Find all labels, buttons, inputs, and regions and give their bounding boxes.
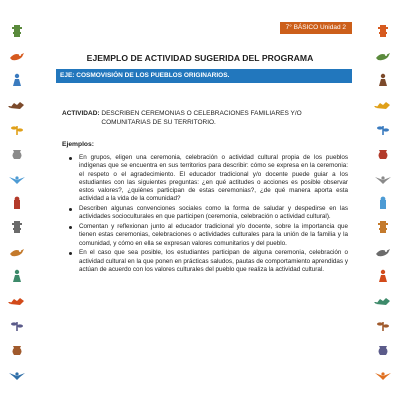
example-item: Describen algunas convenciones sociales como la forma de saludar y despedirse en las actividades socioculturales en que participen (ceremonia, celebración o actividad cultural). [68,205,348,222]
document-title: EJEMPLO DE ACTIVIDAD SUGERIDA DEL PROGRAMA [86,53,314,63]
right-icon-border [374,24,392,392]
example-item: En el caso que sea posible, los estudiantes participan de alguna ceremonia, celebración o actividad cultural en la que ponen en prácticas saludos, pautas de comportamiento aprendidas y actúan de acuerdo con los valores culturales del pueblo que realiza la actividad cultural. [68,249,348,274]
eagle-icon [374,367,392,381]
totem-icon [8,220,26,234]
chemamull-icon [8,196,26,210]
left-icon-border [8,24,26,392]
plant-icon [374,122,392,136]
vessel-icon [8,343,26,357]
vessel-icon [374,343,392,357]
bird-icon [374,245,392,259]
vessel-icon [8,147,26,161]
activity-label: ACTIVIDAD: [62,110,100,117]
example-item: En grupos, eligen una ceremonia, celebración o actividad cultural propia de los pueblos indígenas que se encuentra en sus territorios para describir: cómo se expresa en la ceremonia: el respeto o el agradecimiento. El educador tradicional y/o docente puede guiar a los estudiantes con las siguientes preguntas: ¿en qué actitudes o acciones es posible observar estos valores?, ¿quiénes participan de estas ceremonias?, ¿de qué manera aporta esta actividad a la vida de la comunidad? [68,154,348,204]
grade-unit-badge: 7° BÁSICO Unidad 2 [280,22,352,34]
fox-icon [374,98,392,112]
eagle-icon [8,171,26,185]
example-item: Comentan y reflexionan junto al educador tradicional y/o docente, sobre la importancia que tienen estas ceremonias, celebraciones o actividades culturales para la unión de la familia y la comunidad, y cómo en ella se expresan valores comunitarios y del pueblo. [68,223,348,248]
totem-icon [374,220,392,234]
examples-heading: Ejemplos: [62,141,94,148]
person-icon [374,73,392,87]
person-icon [8,73,26,87]
bird-icon [8,245,26,259]
activity-text: DESCRIBEN CEREMONIAS O CELEBRACIONES FAMILIARES Y/O COMUNITARIAS DE SU TERRITORIO. [101,110,302,126]
plant-icon [374,318,392,332]
totem-icon [374,24,392,38]
fox-icon [374,294,392,308]
activity-block [62,110,344,127]
chemamull-icon [374,196,392,210]
plant-icon [8,122,26,136]
fox-icon [8,294,26,308]
eagle-icon [8,367,26,381]
eagle-icon [374,171,392,185]
examples-list [68,154,348,276]
plant-icon [8,318,26,332]
person-icon [8,269,26,283]
person-icon [374,269,392,283]
totem-icon [8,24,26,38]
vessel-icon [374,147,392,161]
fox-icon [8,98,26,112]
eje-banner: EJE: COSMOVISIÓN DE LOS PUEBLOS ORIGINARIOS. [56,69,352,83]
